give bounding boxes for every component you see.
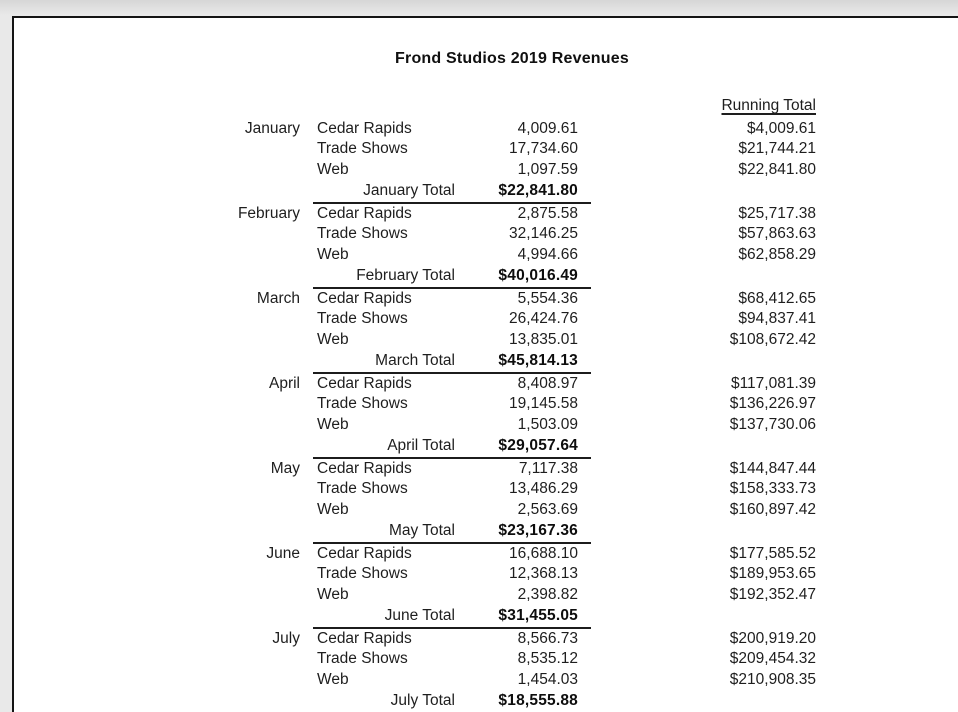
running-total-cell: $108,672.42 xyxy=(729,331,816,349)
page-title: Frond Studios 2019 Revenues xyxy=(395,50,629,67)
amount-cell: 13,835.01 xyxy=(509,331,578,349)
running-total-cell: $210,908.35 xyxy=(729,671,816,689)
category-label: Web xyxy=(317,501,349,519)
category-label: Cedar Rapids xyxy=(317,544,412,562)
amount-cell: 26,424.76 xyxy=(509,310,578,328)
table-row xyxy=(174,289,825,310)
month-label: May xyxy=(270,459,300,477)
amount-cell: 4,994.66 xyxy=(517,246,578,264)
table-row xyxy=(174,606,825,627)
amount-cell: 5,554.36 xyxy=(517,289,578,307)
document-page xyxy=(12,16,958,712)
running-total-cell: $200,919.20 xyxy=(729,629,816,647)
month-block xyxy=(174,459,825,542)
month-total-value: $29,057.64 xyxy=(473,436,591,459)
running-total-cell: $94,837.41 xyxy=(738,310,816,328)
month-total-label: April Total xyxy=(313,436,473,459)
running-total-cell: $144,847.44 xyxy=(729,459,816,477)
table-row xyxy=(174,204,825,225)
month-label: July xyxy=(272,629,300,647)
month-label: June xyxy=(266,544,300,562)
category-label: Trade Shows xyxy=(317,565,408,583)
category-label: Trade Shows xyxy=(317,140,408,158)
month-total-value: $18,555.88 xyxy=(473,691,591,712)
running-total-cell: $160,897.42 xyxy=(729,501,816,519)
amount-cell: 4,009.61 xyxy=(517,119,578,137)
category-label: Web xyxy=(317,671,349,689)
month-total-value: $23,167.36 xyxy=(473,521,591,544)
category-label: Cedar Rapids xyxy=(317,204,412,222)
table-row xyxy=(174,224,825,245)
running-total-cell: $62,858.29 xyxy=(738,246,816,264)
table-row xyxy=(174,394,825,415)
amount-cell: 1,454.03 xyxy=(517,671,578,689)
month-block xyxy=(174,204,825,287)
table-row xyxy=(174,266,825,287)
month-label: April xyxy=(268,374,300,392)
amount-cell: 13,486.29 xyxy=(509,480,578,498)
month-total-label: May Total xyxy=(313,521,473,544)
category-label: Web xyxy=(317,586,349,604)
running-total-cell: $177,585.52 xyxy=(729,544,816,562)
amount-cell: 8,566.73 xyxy=(517,629,578,647)
category-label: Web xyxy=(317,416,349,434)
month-total-label: June Total xyxy=(313,606,473,629)
month-block xyxy=(174,119,825,202)
table-row xyxy=(174,436,825,457)
table-row xyxy=(174,160,825,181)
category-label: Web xyxy=(317,331,349,349)
running-total-cell: $25,717.38 xyxy=(738,204,816,222)
table-row xyxy=(174,309,825,330)
table-row xyxy=(174,330,825,351)
table-row xyxy=(174,564,825,585)
month-label: February xyxy=(237,204,300,222)
month-total-label: March Total xyxy=(313,351,473,374)
category-label: Trade Shows xyxy=(317,480,408,498)
amount-cell: 19,145.58 xyxy=(509,395,578,413)
category-label: Web xyxy=(317,161,349,179)
table-row xyxy=(174,479,825,500)
table-row xyxy=(174,415,825,436)
running-total-cell: $21,744.21 xyxy=(738,140,816,158)
month-block xyxy=(174,629,825,712)
running-total-cell: $57,863.63 xyxy=(738,225,816,243)
table-row xyxy=(174,629,825,650)
table-row xyxy=(174,245,825,266)
amount-cell: 1,097.59 xyxy=(517,161,578,179)
running-total-cell: $4,009.61 xyxy=(747,119,816,137)
running-total-header: Running Total xyxy=(721,96,816,114)
revenue-table xyxy=(174,94,825,712)
table-row xyxy=(174,374,825,395)
running-total-cell: $158,333.73 xyxy=(729,480,816,498)
category-label: Cedar Rapids xyxy=(317,629,412,647)
amount-cell: 12,368.13 xyxy=(509,565,578,583)
amount-cell: 2,563.69 xyxy=(517,501,578,519)
table-row xyxy=(174,670,825,691)
running-total-cell: $192,352.47 xyxy=(729,586,816,604)
amount-cell: 7,117.38 xyxy=(518,459,578,477)
month-total-label: January Total xyxy=(313,181,473,204)
table-row xyxy=(174,500,825,521)
amount-cell: 32,146.25 xyxy=(509,225,578,243)
month-label: March xyxy=(256,289,300,307)
running-total-cell: $68,412.65 xyxy=(738,289,816,307)
month-total-value: $45,814.13 xyxy=(473,351,591,374)
amount-cell: 17,734.60 xyxy=(509,140,578,158)
category-label: Trade Shows xyxy=(317,310,408,328)
amount-cell: 1,503.09 xyxy=(517,416,578,434)
amount-cell: 2,875.58 xyxy=(517,204,578,222)
table-row xyxy=(174,649,825,670)
table-header-row xyxy=(174,94,825,119)
table-row xyxy=(174,585,825,606)
category-label: Trade Shows xyxy=(317,225,408,243)
amount-cell: 2,398.82 xyxy=(517,586,578,604)
running-total-cell: $22,841.80 xyxy=(738,161,816,179)
month-total-value: $31,455.05 xyxy=(473,606,591,629)
table-row xyxy=(174,351,825,372)
category-label: Trade Shows xyxy=(317,650,408,668)
running-total-cell: $117,081.39 xyxy=(730,374,816,392)
table-row xyxy=(174,691,825,712)
month-total-value: $22,841.80 xyxy=(473,181,591,204)
table-row xyxy=(174,521,825,542)
amount-cell: 8,408.97 xyxy=(517,374,578,392)
running-total-cell: $137,730.06 xyxy=(729,416,816,434)
month-total-label: July Total xyxy=(313,691,473,712)
month-label: January xyxy=(244,119,300,137)
month-total-value: $40,016.49 xyxy=(473,266,591,289)
table-row xyxy=(174,119,825,140)
month-block xyxy=(174,289,825,372)
category-label: Web xyxy=(317,246,349,264)
running-total-cell: $136,226.97 xyxy=(729,395,816,413)
amount-cell: 16,688.10 xyxy=(509,544,578,562)
table-row xyxy=(174,544,825,565)
month-block xyxy=(174,374,825,457)
category-label: Cedar Rapids xyxy=(317,289,412,307)
running-total-cell: $209,454.32 xyxy=(729,650,816,668)
table-row xyxy=(174,459,825,480)
months-container xyxy=(174,119,825,712)
category-label: Cedar Rapids xyxy=(317,119,412,137)
category-label: Cedar Rapids xyxy=(317,374,412,392)
running-total-cell: $189,953.65 xyxy=(729,565,816,583)
category-label: Trade Shows xyxy=(317,395,408,413)
table-row xyxy=(174,139,825,160)
amount-cell: 8,535.12 xyxy=(517,650,578,668)
month-block xyxy=(174,544,825,627)
category-label: Cedar Rapids xyxy=(317,459,412,477)
table-row xyxy=(174,181,825,202)
month-total-label: February Total xyxy=(313,266,473,289)
